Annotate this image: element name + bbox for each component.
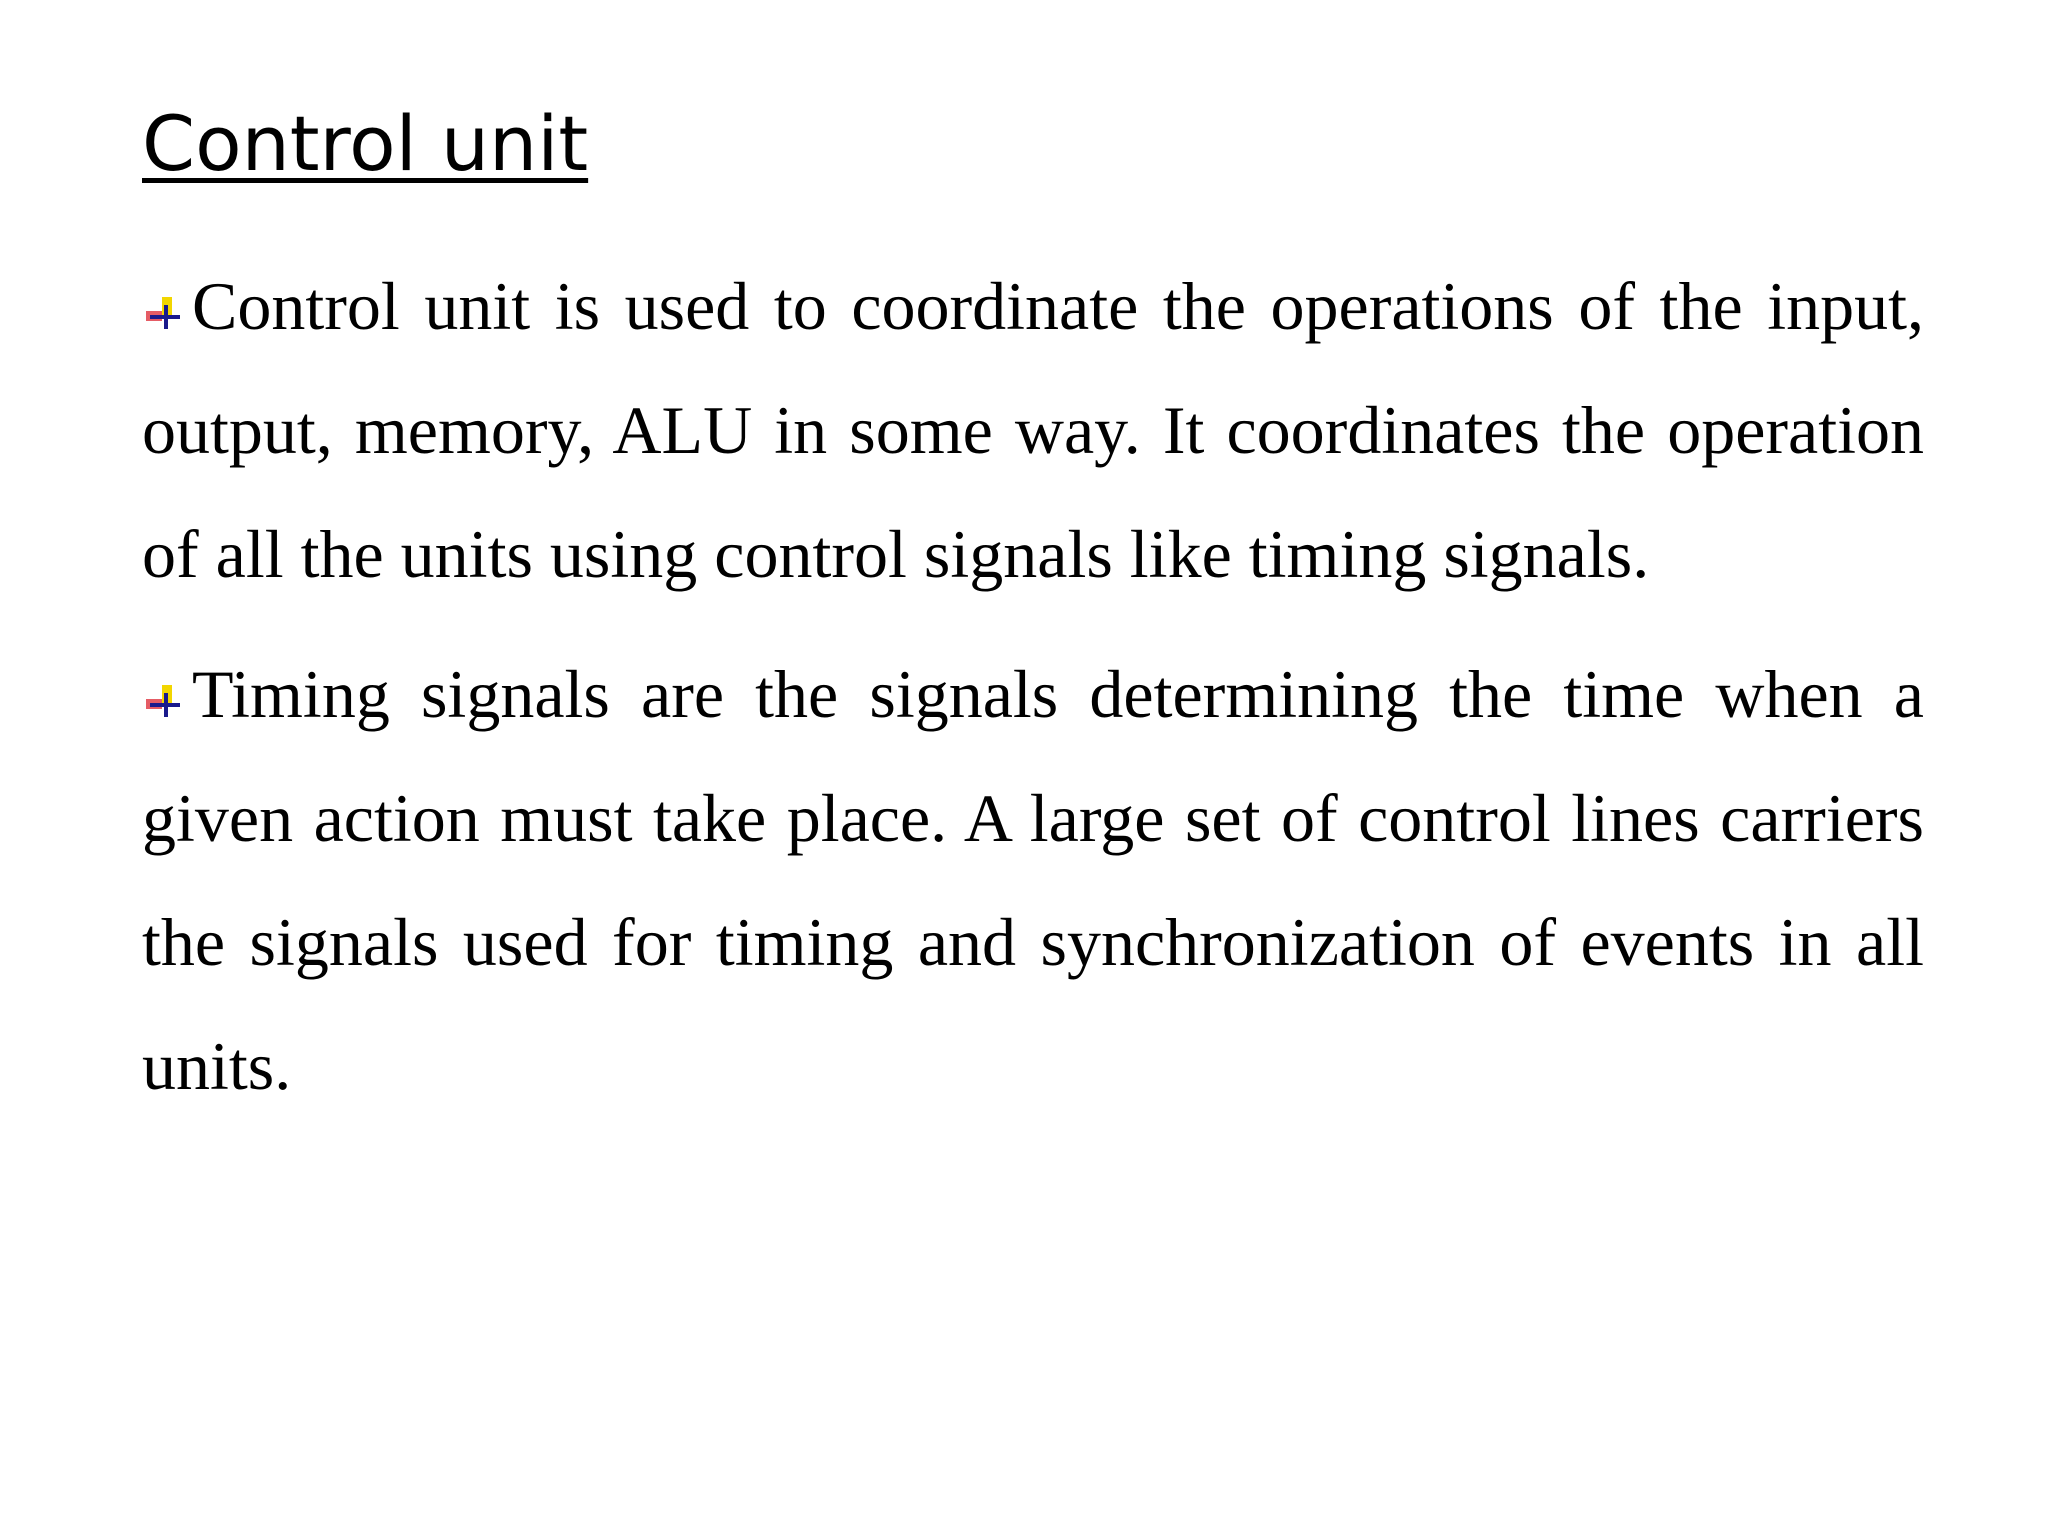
bullet-paragraph-2: [142, 632, 1924, 1128]
bullet-text-1: Control unit is used to coordinate the operations of the input, output, memory, ALU in some way. It coordinates the operation of all the units using control signals like timing signals.: [142, 268, 1924, 592]
bullet-paragraph-1: [142, 244, 1924, 616]
slide-title: Control unit: [142, 99, 589, 188]
bullet-text-2: Timing signals are the signals determining the time when a given action must take place. A large set of control lines carriers the signals used for timing and synchronization of events in all units.: [142, 656, 1924, 1104]
slide-body: [142, 244, 1924, 1144]
ribbon-bullet-icon: [142, 291, 190, 331]
ribbon-bullet-icon: [142, 679, 190, 719]
